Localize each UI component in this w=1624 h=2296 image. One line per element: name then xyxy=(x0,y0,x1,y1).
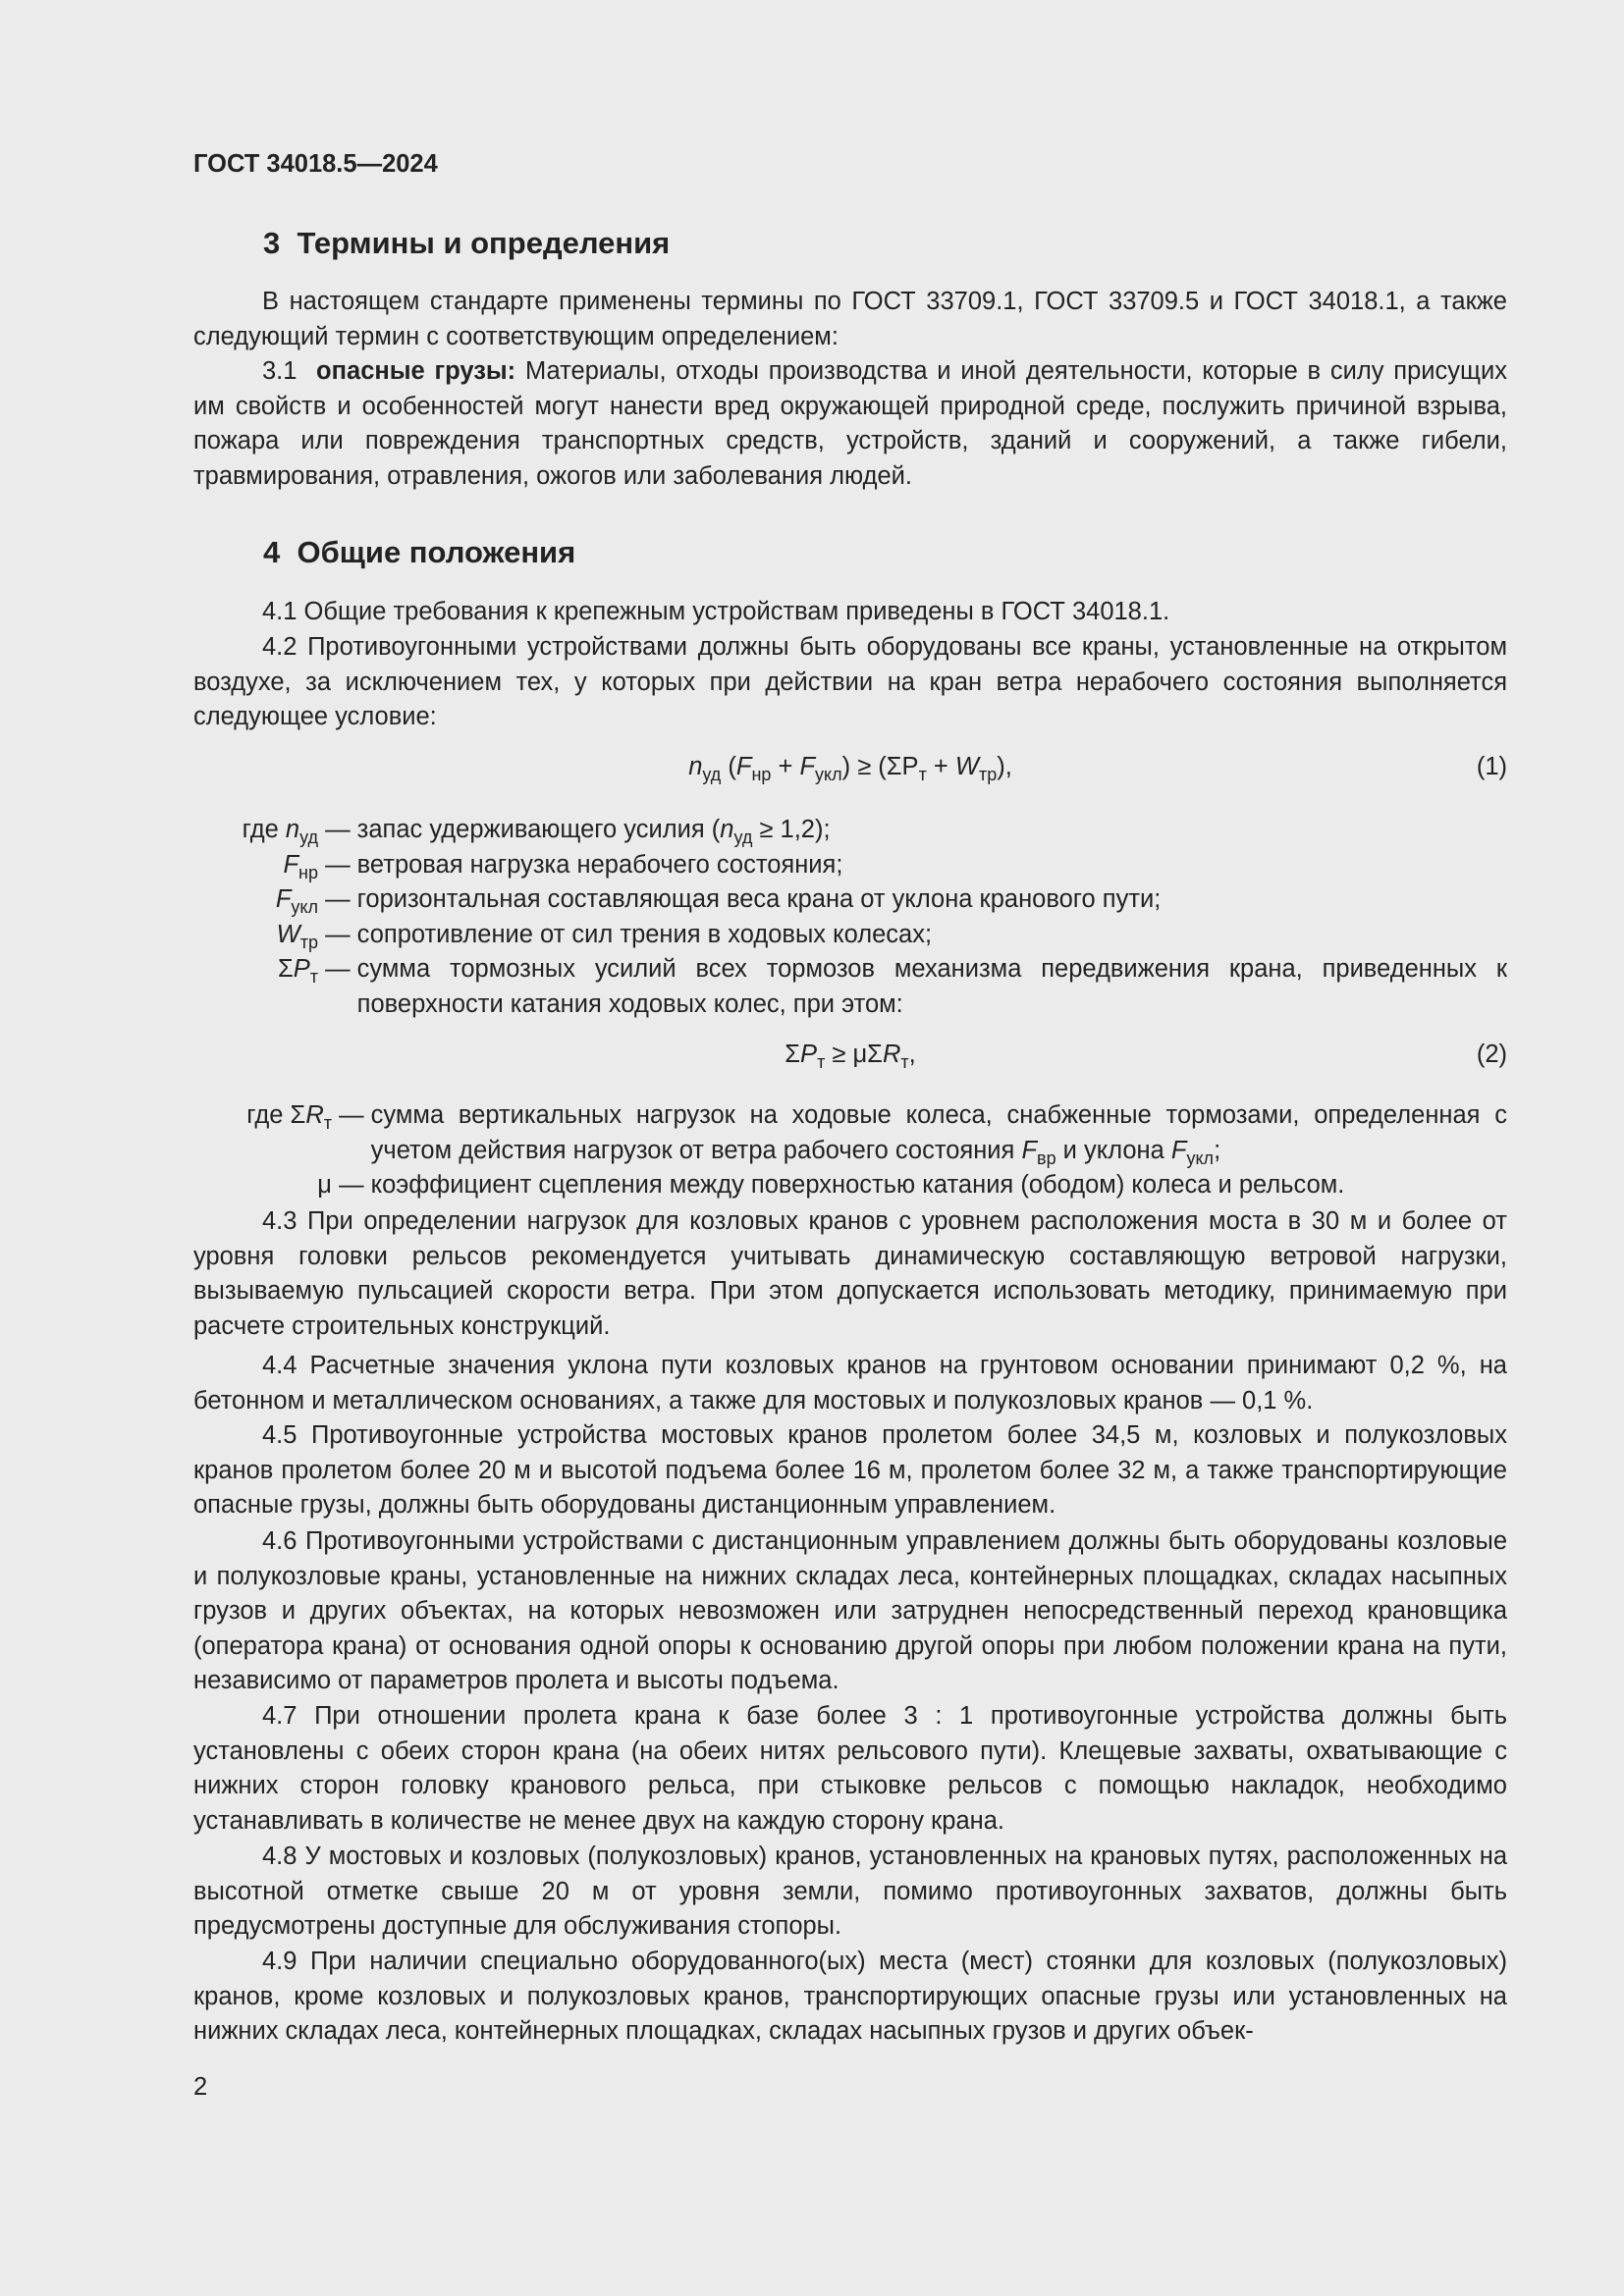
paragraph-4-4: 4.4 Расчетные значения уклона пути козловых кранов на грунтовом основании принимают 0,2 %, на бетонном и металлическом основаниях, а также для мостовых и полукозловых кранов — 0,1 %. xyxy=(193,1352,1507,1415)
legend-sym: F xyxy=(283,850,299,879)
formula-1-number: (1) xyxy=(1476,753,1507,780)
section-4-title: Общие положения xyxy=(297,535,576,569)
formula-2-expression xyxy=(193,1035,1507,1074)
legend-row-f-nr xyxy=(193,848,1507,883)
legend-text: сопротивление от сил трения в ходовых колесах; xyxy=(356,920,933,948)
page-number: 2 xyxy=(193,2073,208,2101)
legend-sym-f-nr xyxy=(193,848,318,883)
legend-sub: тр xyxy=(299,932,318,952)
legend-text xyxy=(357,813,1507,848)
legend-row-f-ukl xyxy=(193,882,1507,918)
formula-1-close: ), xyxy=(997,753,1012,780)
legend-prefix: где Σ xyxy=(246,1101,306,1129)
legend-sym: W xyxy=(276,920,300,948)
legend-text-after: ≥ 1,2); xyxy=(752,816,831,843)
legend-sym: μ xyxy=(317,1171,332,1199)
formula-1 xyxy=(193,747,1507,786)
legend-sym-w-tr xyxy=(193,918,318,953)
formula-1-n: n xyxy=(688,753,703,780)
legend-dash: — xyxy=(332,1171,371,1199)
legend-inline-sub-2: укл xyxy=(1186,1148,1215,1168)
formula-1-w: W xyxy=(954,753,979,780)
legend-text: горизонтальная составляющая веса крана от уклона кранового пути; xyxy=(356,885,1162,913)
legend-sym: R xyxy=(305,1101,324,1129)
term-3-1 xyxy=(193,354,1507,494)
legend-sub: нр xyxy=(298,862,318,882)
paragraph-4-7: 4.7 При отношении пролета крана к базе более 3 : 1 противоугонные устройства должны быть установлены с обеих сторон крана (на обеих нитях рельсового пути). Клещевые захваты, охватывающие с нижних сторон головку кранового рельса, при стыковке рельсов с помощью накладок, необходимо устанавливать в количестве не менее двух на каждую сторону крана. xyxy=(193,1702,1507,1835)
legend-row-sum-r xyxy=(193,1098,1507,1168)
legend-dash: — xyxy=(318,816,357,843)
section-4-heading xyxy=(263,533,575,572)
legend-text xyxy=(371,1098,1507,1168)
legend-text-mid: и уклона xyxy=(1056,1136,1171,1164)
legend-row-w-tr xyxy=(193,918,1507,953)
legend-inline-sym: n xyxy=(720,816,734,843)
formula-1-mid: ) ≥ (ΣP xyxy=(841,753,919,780)
legend-inline-sub: уд xyxy=(733,828,753,847)
legend-sym-sum-r xyxy=(193,1098,332,1168)
legend-text-before: запас удерживающего усилия ( xyxy=(356,816,721,843)
paragraph-4-3: 4.3 При определении нагрузок для козловых кранов с уровнем расположения моста в 30 м и более от уровня головки рельсов рекомендуется учитывать динамическую составляющую ветровой нагрузки, вызываемую пульсацией скорости ветра. При этом допускается использовать методику, принимаемую при расчете строительных конструкций. xyxy=(193,1207,1507,1340)
legend-text: сумма тормозных усилий всех тормозов механизма передвижения крана, приведенных к поверхности катания ходовых колес, при этом: xyxy=(356,955,1507,1018)
formula-2-r: R xyxy=(882,1041,901,1068)
legend-dash: — xyxy=(318,920,357,948)
legend-sym: F xyxy=(275,885,292,913)
paragraph-4-6: 4.6 Противоугонными устройствами с дистанционным управлением должны быть оборудованы козловые и полукозловые краны, установленные на нижних складах леса, контейнерных площадках, складах насыпных грузов и других объектах, на которых невозможен или затруднен непосредственный переход крановщика (оператора крана) от основания одной опоры к основанию другой опоры при любом положении крана на пути, независимо от параметров пролета и высоты подъема. xyxy=(193,1527,1507,1694)
legend-dash: — xyxy=(318,955,357,983)
legend-sym-sum-p xyxy=(193,952,318,1022)
formula-2-number: (2) xyxy=(1476,1041,1507,1068)
document-id-header: ГОСТ 34018.5—2024 xyxy=(193,150,438,178)
legend-dash: — xyxy=(318,850,357,879)
legend-row-sum-p xyxy=(193,952,1507,1022)
formula-1-p-sub: т xyxy=(918,765,927,784)
formula-2-end: , xyxy=(908,1041,916,1068)
formula-1-f2: F xyxy=(799,753,816,780)
legend-prefix: Σ xyxy=(277,955,294,983)
legend-text-after: ; xyxy=(1214,1136,1221,1164)
legend-sym-mu xyxy=(193,1168,332,1203)
formula-2-p: P xyxy=(800,1041,818,1068)
formula-1-f2-sub: укл xyxy=(815,765,842,784)
formula-1-legend xyxy=(193,813,1507,1022)
section-3-number: 3 xyxy=(263,226,281,260)
formula-2-mid: ≥ μΣ xyxy=(825,1041,883,1068)
legend-prefix: где xyxy=(242,816,286,843)
legend-sub: т xyxy=(309,967,318,987)
legend-row-mu xyxy=(193,1168,1507,1203)
section-3-title: Термины и определения xyxy=(297,226,671,260)
paragraph-4-5: 4.5 Противоугонные устройства мостовых кранов пролетом более 34,5 м, козловых и полукозловых кранов пролетом более 20 м и высотой подъема более 16 м, пролетом более 32 м, а также транспортирующие опасные грузы, должны быть оборудованы дистанционным управлением. xyxy=(193,1421,1507,1519)
paragraph-4-8: 4.8 У мостовых и козловых (полукозловых) кранов, установленных на крановых путях, расположенных на высотной отметке свыше 20 м от уровня земли, помимо противоугонных захватов, должны быть предусмотрены доступные для обслуживания стопоры. xyxy=(193,1842,1507,1940)
legend-sym: P xyxy=(293,955,310,983)
legend-sub: т xyxy=(323,1113,332,1133)
legend-sym-n-ud xyxy=(193,813,318,848)
formula-2-left: Σ xyxy=(785,1041,801,1068)
legend-inline-sym-1: F xyxy=(1021,1136,1038,1164)
legend-text: ветровая нагрузка нерабочего состояния; xyxy=(356,850,843,879)
formula-1-plus2: + xyxy=(926,753,955,780)
paragraph-4-1: 4.1 Общие требования к крепежным устройствам приведены в ГОСТ 34018.1. xyxy=(262,598,1170,625)
legend-text: коэффициент сцепления между поверхностью катания (ободом) колеса и рельсом. xyxy=(370,1171,1345,1199)
term-number: 3.1 xyxy=(262,357,298,385)
formula-1-w-sub: тр xyxy=(978,765,998,784)
legend-row-n-ud xyxy=(193,813,1507,848)
legend-dash: — xyxy=(318,885,357,913)
legend-sym-f-ukl xyxy=(193,882,318,918)
formula-1-plus1: + xyxy=(771,753,800,780)
legend-sub: укл xyxy=(291,897,318,917)
section-4-number: 4 xyxy=(263,535,281,569)
formula-2-p-sub: т xyxy=(817,1052,826,1072)
legend-sym: n xyxy=(285,816,300,843)
paragraph-4-9: 4.9 При наличии специально оборудованного(ых) места (мест) стоянки для козловых (полукозловых) кранов, кроме козловых и полукозловых кранов, транспортирующих опасные грузы или установленных на нижних складах леса, контейнерных площадках, складах насыпных грузов и других объек- xyxy=(193,1948,1507,2045)
section-3-intro: В настоящем стандарте применены термины по ГОСТ 33709.1, ГОСТ 33709.5 и ГОСТ 34018.1, а также следующий термин с соответствующим определением: xyxy=(193,288,1507,350)
legend-inline-sym-2: F xyxy=(1170,1136,1187,1164)
formula-1-open: ( xyxy=(721,753,736,780)
formula-1-n-sub: уд xyxy=(702,765,722,784)
formula-2-r-sub: т xyxy=(900,1052,909,1072)
legend-sub: уд xyxy=(299,828,318,847)
term-definition: Материалы, отходы производства и иной деятельности, которые в силу присущих им свойств и особенностей могут нанести вред окружающей природной среде, послужить причиной взрыва, пожара или повреждения транспортных средств, устройств, зданий и сооружений, а также гибели, травмирования, отравления, ожогов или заболевания людей. xyxy=(193,357,1507,490)
legend-dash: — xyxy=(332,1101,371,1129)
formula-2 xyxy=(193,1035,1507,1074)
term-name: опасные грузы: xyxy=(316,357,516,385)
formula-2-legend xyxy=(193,1098,1507,1203)
formula-1-f1: F xyxy=(735,753,752,780)
paragraph-4-2: 4.2 Противоугонными устройствами должны быть оборудованы все краны, установленные на открытом воздухе, за исключением тех, у которых при действии на кран ветра нерабочего состояния выполняется следующее условие: xyxy=(193,633,1507,730)
section-3-heading xyxy=(263,224,670,263)
formula-1-expression xyxy=(193,747,1507,786)
formula-1-f1-sub: нр xyxy=(751,765,772,784)
legend-inline-sub-1: вр xyxy=(1037,1148,1056,1168)
legend-text-before: сумма вертикальных нагрузок на ходовые колеса, снабженные тормозами, определенная с учетом действия нагрузок от ветра рабочего состояния xyxy=(370,1101,1507,1164)
